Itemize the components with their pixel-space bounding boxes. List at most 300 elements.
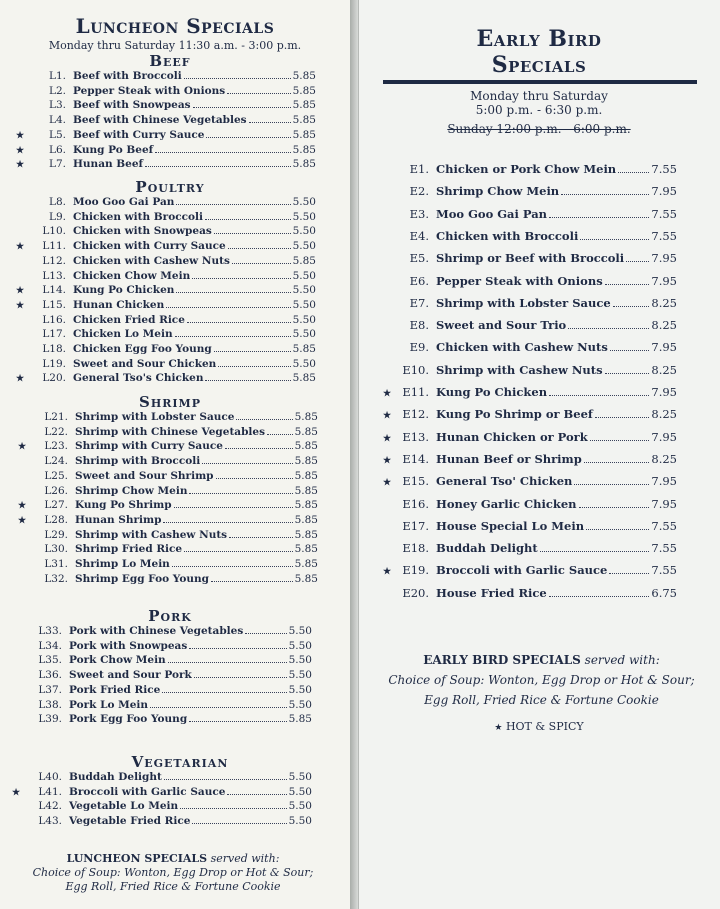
item-code: E7. (409, 295, 429, 310)
dot-leader (249, 121, 291, 123)
item-code: E1. (409, 162, 429, 176)
dot-leader (605, 372, 650, 374)
item-price: 5.85 (292, 143, 316, 156)
item-price: 5.50 (292, 196, 316, 208)
item-name: Chicken with Broccoli (436, 228, 579, 243)
item-name: Chicken Fried Rice (73, 313, 185, 326)
menu-item (16, 411, 318, 423)
item-name: Beef with Broccoli (73, 70, 182, 82)
item-name: Beef with Chinese Vegetables (73, 114, 247, 127)
dot-leader (163, 521, 292, 523)
menu-item (381, 229, 677, 243)
dot-leader (194, 676, 287, 678)
item-price: 6.75 (651, 585, 677, 600)
item-price: 8.25 (651, 407, 677, 422)
item-code: E6. (409, 273, 429, 288)
item-code: L11. (42, 240, 66, 253)
item-name: Moo Goo Gai Pan (436, 206, 548, 221)
menu-item (14, 211, 316, 223)
item-name: Chicken with Cashew Nuts (436, 340, 608, 355)
item-name: Shrimp with Lobster Sauce (75, 411, 235, 423)
item-code: L42. (38, 800, 62, 813)
item-code: E13. (402, 429, 429, 444)
item-name: Shrimp Egg Foo Young (75, 572, 209, 585)
item-name: Shrimp with Broccoli (75, 455, 201, 468)
item-code: L37. (38, 683, 62, 696)
dot-leader (228, 247, 291, 249)
menu-item (14, 129, 316, 141)
item-code: L30. (44, 543, 68, 556)
item-code: L41. (38, 785, 62, 798)
dot-leader (184, 77, 291, 79)
item-name: General Tso's Chicken (73, 372, 204, 385)
item-price: 5.50 (292, 328, 316, 341)
item-price: 5.50 (288, 683, 312, 696)
item-name: Beef with Curry Sauce (73, 128, 205, 141)
item-code: L22. (44, 425, 68, 438)
item-code: E20. (402, 585, 429, 600)
item-name: Buddah Delight (69, 771, 162, 783)
item-name: Pork Chow Mein (69, 654, 166, 667)
dot-leader (175, 335, 291, 337)
item-price: 5.85 (294, 440, 318, 453)
hot-spicy-star-icon: ★ (15, 300, 25, 311)
item-name: Shrimp with Curry Sauce (75, 440, 223, 453)
item-price: 5.50 (288, 771, 312, 783)
item-code: L25. (44, 469, 68, 482)
item-price: 8.25 (651, 318, 677, 333)
item-name: House Special Lo Mein (436, 518, 585, 533)
menu-item (16, 573, 318, 585)
item-name: Chicken Chow Mein (73, 269, 191, 282)
section-heading: Vegetarian (131, 753, 229, 771)
item-price: 5.85 (294, 499, 318, 512)
item-price: 5.50 (292, 298, 316, 311)
item-price: 5.85 (292, 70, 316, 82)
item-price: 5.85 (292, 84, 316, 97)
dot-leader (580, 238, 649, 240)
item-code: L20. (42, 372, 66, 385)
menu-item (381, 519, 677, 533)
item-name: Pork Lo Mein (69, 698, 149, 711)
item-name: Moo Goo Gai Pan (73, 196, 175, 208)
item-name: Pepper Steak with Onions (73, 84, 226, 97)
item-name: Shrimp Fried Rice (75, 543, 183, 556)
menu-item (10, 684, 312, 696)
hot-spicy-star-icon: ★ (17, 501, 27, 512)
menu-item (10, 771, 312, 783)
dot-leader (236, 418, 292, 420)
dot-leader (579, 506, 650, 508)
dot-leader (626, 260, 649, 262)
menu-item (14, 144, 316, 156)
item-name: Shrimp Chow Mein (436, 184, 560, 199)
item-name: Vegetable Lo Mein (69, 800, 179, 813)
menu-item (14, 85, 316, 97)
early-bird-days: Monday thru Saturday (470, 89, 608, 103)
item-price: 7.55 (651, 563, 677, 578)
menu-item (14, 240, 316, 252)
hot-spicy-star-icon: ★ (15, 160, 25, 171)
item-name: Kung Po Chicken (73, 284, 175, 297)
item-price: 7.95 (651, 340, 677, 355)
menu-item (381, 563, 677, 577)
menu-item (14, 284, 316, 296)
item-code: L9. (49, 210, 66, 223)
item-code: L3. (49, 99, 66, 112)
item-price: 5.85 (294, 484, 318, 497)
item-price: 5.50 (288, 785, 312, 798)
menu-item (381, 430, 677, 444)
item-name: Vegetable Fried Rice (69, 815, 191, 828)
item-price: 5.85 (288, 713, 312, 726)
dot-leader (176, 203, 290, 205)
dot-leader (211, 580, 293, 582)
item-price: 7.95 (651, 251, 677, 266)
menu-item (10, 699, 312, 711)
item-price: 5.50 (288, 654, 312, 667)
early-bird-title-line1: Early Bird (476, 26, 602, 52)
item-price: 5.50 (288, 800, 312, 813)
early-bird-title-line2: Specials (491, 52, 587, 78)
item-price: 5.50 (288, 639, 312, 652)
item-name: Shrimp Lo Mein (75, 558, 170, 570)
item-price: 5.85 (294, 425, 318, 438)
menu-item (14, 99, 316, 111)
menu-item (10, 786, 312, 798)
star-icon: ★ (494, 723, 503, 733)
item-code: L32. (44, 572, 68, 585)
item-name: Chicken with Curry Sauce (73, 240, 226, 253)
item-code: L14. (42, 284, 66, 297)
item-code: E18. (402, 541, 429, 556)
item-name: Kung Po Shrimp (75, 499, 172, 512)
served-line-sides: Egg Roll, Fried Rice & Fortune Cookie (65, 880, 281, 893)
item-price: 7.95 (651, 496, 677, 511)
item-code: L38. (38, 698, 62, 711)
dot-leader (184, 550, 293, 552)
menu-item (14, 372, 316, 384)
item-price: 5.85 (292, 372, 316, 385)
served-with-label: served with: (584, 653, 660, 667)
item-code: E9. (409, 340, 429, 355)
menu-item (10, 654, 312, 666)
item-price: 7.55 (651, 162, 677, 176)
menu-item (14, 158, 316, 170)
hot-spicy-star-icon: ★ (15, 130, 25, 141)
item-price: 5.85 (294, 411, 318, 423)
served-line-soup: Choice of Soup: Wonton, Egg Drop or Hot & Sour; (32, 866, 314, 879)
hot-spicy-legend-label: HOT & SPICY (505, 720, 584, 733)
menu-item (381, 251, 677, 265)
dot-leader (595, 416, 650, 418)
menu-item (381, 184, 677, 198)
menu-item (14, 255, 316, 267)
served-heading (8, 852, 338, 866)
dot-leader (227, 92, 290, 94)
menu-item (10, 625, 312, 637)
hot-spicy-star-icon: ★ (15, 242, 25, 253)
menu-item (16, 455, 318, 467)
dot-leader (180, 807, 286, 809)
item-code: E17. (402, 518, 429, 533)
dot-leader (187, 321, 291, 323)
menu-item (16, 485, 318, 497)
hot-spicy-star-icon: ★ (382, 389, 392, 399)
item-name: Honey Garlic Chicken (436, 496, 577, 511)
dot-leader (609, 572, 649, 574)
item-name: Shrimp Chow Mein (75, 484, 188, 497)
dot-leader (549, 595, 650, 597)
item-price: 7.55 (651, 518, 677, 533)
item-code: L8. (49, 196, 66, 208)
item-price: 5.50 (292, 210, 316, 223)
item-name: Pork with Snowpeas (69, 639, 188, 652)
item-name: General Tso' Chicken (436, 474, 573, 489)
item-code: L35. (38, 654, 62, 667)
menu-item (14, 114, 316, 126)
dot-leader (162, 691, 286, 693)
item-price: 5.50 (292, 225, 316, 238)
item-code: L21. (44, 411, 68, 423)
dot-leader (150, 706, 287, 708)
dot-leader (267, 433, 293, 435)
item-name: Broccoli with Garlic Sauce (69, 785, 226, 798)
luncheon-hours: Monday thru Saturday 11:30 a.m. - 3:00 p.m. (48, 39, 302, 52)
item-code: L34. (38, 639, 62, 652)
item-name: Kung Po Beef (73, 143, 154, 156)
item-price: 7.55 (651, 206, 677, 221)
early-bird-served-with (379, 650, 704, 710)
dot-leader (155, 151, 290, 153)
menu-item (16, 529, 318, 541)
item-code: L5. (49, 128, 66, 141)
item-code: L13. (42, 269, 66, 282)
section-heading: Beef (149, 52, 191, 70)
item-name: Pork Fried Rice (69, 683, 161, 696)
item-price: 8.25 (651, 295, 677, 310)
item-price: 5.85 (294, 558, 318, 570)
dot-leader (574, 483, 649, 485)
item-price: 5.85 (292, 254, 316, 267)
item-name: Chicken with Broccoli (73, 210, 203, 223)
dot-leader (540, 550, 650, 552)
menu-item (10, 669, 312, 681)
item-price: 5.50 (292, 284, 316, 297)
dot-leader (232, 262, 291, 264)
menu-item (16, 558, 318, 570)
hot-spicy-star-icon: ★ (11, 787, 21, 798)
item-price: 7.55 (651, 541, 677, 556)
dot-leader (225, 447, 293, 449)
dot-leader (189, 492, 292, 494)
menu-item (16, 514, 318, 526)
item-price: 5.50 (288, 669, 312, 682)
item-price: 5.50 (292, 357, 316, 370)
dot-leader (584, 461, 650, 463)
dot-leader (561, 193, 649, 195)
dot-leader (227, 793, 286, 795)
dot-leader (202, 462, 292, 464)
dot-leader (206, 136, 290, 138)
menu-item (381, 407, 677, 421)
item-price: 5.50 (288, 815, 312, 828)
item-code: E19. (402, 563, 429, 578)
item-price: 5.85 (292, 114, 316, 127)
menu-item (14, 314, 316, 326)
menu-item (381, 452, 677, 466)
menu-item (14, 343, 316, 355)
item-name: Chicken with Snowpeas (73, 225, 212, 238)
served-heading-label: LUNCHEON SPECIALS (66, 852, 208, 865)
menu-item (381, 296, 677, 310)
item-name: Shrimp with Cashew Nuts (436, 362, 603, 377)
luncheon-title: Luncheon Specials (75, 14, 275, 38)
menu-item (16, 426, 318, 438)
item-name: Shrimp with Lobster Sauce (436, 295, 611, 310)
hot-spicy-star-icon: ★ (15, 145, 25, 156)
served-heading-label: EARLY BIRD SPECIALS (423, 653, 581, 667)
dot-leader (189, 647, 286, 649)
title-rule (383, 80, 697, 84)
hot-spicy-star-icon: ★ (382, 433, 392, 444)
item-code: L27. (44, 499, 68, 512)
item-name: Hunan Chicken (73, 298, 165, 311)
item-price: 5.85 (294, 572, 318, 585)
item-code: L10. (42, 225, 66, 238)
dot-leader (193, 106, 291, 108)
item-code: E12. (402, 407, 429, 422)
item-code: L2. (49, 84, 66, 97)
menu-item (381, 207, 677, 221)
menu-item (381, 474, 677, 488)
item-price: 5.85 (294, 455, 318, 468)
dot-leader (189, 720, 286, 722)
item-name: Sweet and Sour Shrimp (75, 469, 214, 482)
item-price: 8.25 (651, 362, 677, 377)
item-name: House Fried Rice (436, 585, 547, 600)
item-code: L43. (38, 815, 62, 828)
dot-leader (205, 379, 290, 381)
item-name: Hunan Beef or Shrimp (436, 451, 582, 466)
dot-leader (610, 349, 650, 351)
item-price: 5.85 (294, 513, 318, 526)
menu-item (381, 162, 677, 176)
item-code: E3. (409, 206, 429, 221)
early-bird-specials-page (358, 0, 720, 909)
item-name: Pork Egg Foo Young (69, 713, 188, 726)
dot-leader (145, 165, 291, 167)
menu-item (10, 713, 312, 725)
menu-item (381, 497, 677, 511)
item-name: Hunan Shrimp (75, 513, 162, 526)
hot-spicy-star-icon: ★ (17, 515, 27, 526)
item-name: Sweet and Sour Pork (69, 669, 192, 682)
sunday-hours-crossed-out: Sunday 12:00 p.m. - 6:00 p.m. (447, 122, 631, 136)
item-name: Shrimp or Beef with Broccoli (436, 251, 625, 266)
item-code: E4. (409, 228, 429, 243)
item-code: E10. (402, 362, 429, 377)
item-price: 8.25 (651, 451, 677, 466)
early-bird-hours: 5:00 p.m. - 6:30 p.m. (475, 103, 603, 117)
dot-leader (549, 394, 649, 396)
item-price: 5.85 (294, 543, 318, 556)
menu-item (14, 358, 316, 370)
luncheon-served-with (8, 852, 338, 894)
served-heading (379, 650, 704, 670)
item-code: L23. (44, 440, 68, 453)
item-name: Chicken or Pork Chow Mein (436, 162, 617, 176)
item-code: E16. (402, 496, 429, 511)
dot-leader (549, 216, 649, 218)
hot-spicy-legend (379, 720, 699, 733)
item-name: Buddah Delight (436, 541, 538, 556)
item-name: Hunan Chicken or Pork (436, 429, 588, 444)
served-with-label: served with: (210, 852, 280, 865)
dot-leader (164, 778, 287, 780)
section-heading: Poultry (135, 178, 205, 196)
section-heading: Pork (148, 607, 192, 625)
item-price: 5.85 (294, 469, 318, 482)
item-name: Beef with Snowpeas (73, 99, 191, 112)
dot-leader (590, 439, 650, 441)
item-name: Chicken Lo Mein (73, 328, 173, 341)
item-code: L4. (49, 114, 66, 127)
menu-fold (350, 0, 358, 909)
item-code: E11. (402, 385, 429, 399)
item-name: Broccoli with Garlic Sauce (436, 563, 608, 578)
item-code: L24. (44, 455, 68, 468)
item-name: Shrimp with Chinese Vegetables (75, 425, 266, 438)
item-price: 5.50 (288, 698, 312, 711)
menu-item (16, 543, 318, 555)
menu-item (10, 800, 312, 812)
item-price: 5.50 (292, 269, 316, 282)
item-name: Pork with Chinese Vegetables (69, 625, 244, 637)
dot-leader (192, 822, 286, 824)
item-code: L36. (38, 669, 62, 682)
dot-leader (605, 283, 650, 285)
menu-item (381, 541, 677, 555)
item-code: L6. (49, 143, 66, 156)
dot-leader (176, 291, 290, 293)
item-name: Hunan Beef (73, 158, 144, 171)
dot-leader (586, 528, 649, 530)
dot-leader (568, 327, 649, 329)
item-code: L18. (42, 343, 66, 355)
item-code: L31. (44, 558, 68, 570)
item-price: 5.50 (292, 313, 316, 326)
item-price: 5.85 (292, 128, 316, 141)
dot-leader (214, 350, 291, 352)
item-name: Shrimp with Cashew Nuts (75, 528, 228, 541)
item-code: L7. (49, 158, 66, 171)
dot-leader (218, 365, 290, 367)
item-code: L28. (44, 513, 68, 526)
item-code: L17. (42, 328, 66, 341)
item-code: L1. (49, 70, 66, 82)
item-price: 5.85 (292, 158, 316, 171)
menu-item (16, 499, 318, 511)
item-code: L29. (44, 528, 68, 541)
item-price: 5.50 (288, 625, 312, 637)
item-name: Pepper Steak with Onions (436, 273, 603, 288)
item-code: L40. (38, 771, 62, 783)
item-name: Sweet and Sour Chicken (73, 357, 217, 370)
menu-item (381, 340, 677, 354)
item-code: L19. (42, 357, 66, 370)
hot-spicy-star-icon: ★ (382, 455, 392, 466)
